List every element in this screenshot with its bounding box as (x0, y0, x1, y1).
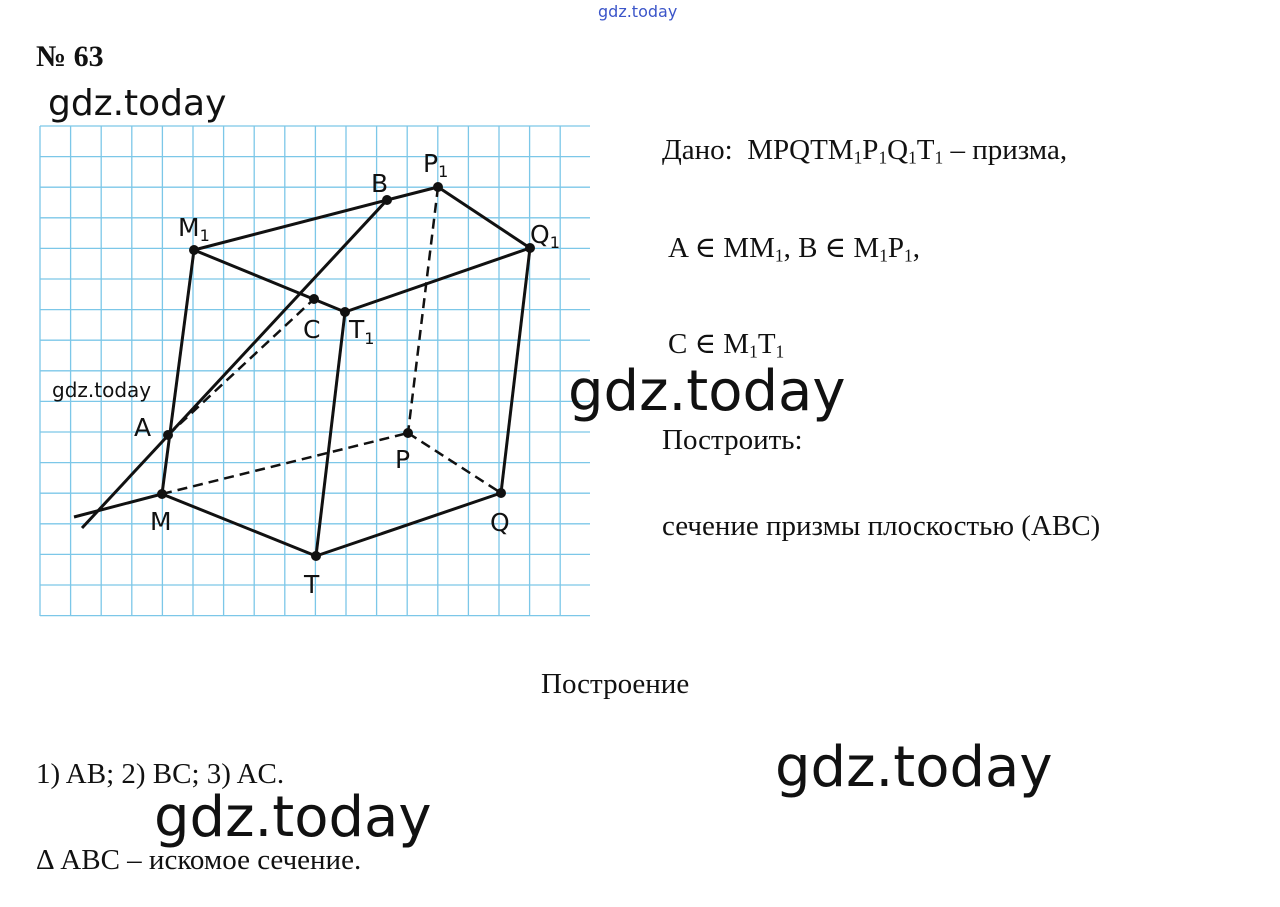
point-p (403, 428, 413, 438)
edge-m1-p1 (194, 200, 387, 250)
given-line-1: Дано: $MPQTM_1P_1Q_1T_1$ – призма, (662, 134, 1068, 168)
label-m: M (150, 507, 172, 536)
edge-t-q (316, 493, 501, 556)
segment-a-c (168, 299, 314, 435)
label-q: Q (490, 508, 510, 537)
line-through-a-b (82, 200, 387, 528)
point-t (311, 551, 321, 561)
label-p: P (395, 445, 411, 474)
point-m1 (189, 245, 199, 255)
watermark: gdz.today (154, 785, 432, 850)
label-m1: $M_1$ (178, 213, 210, 245)
label-t1: $T_1$ (349, 315, 375, 348)
watermark: gdz.today (775, 735, 1053, 800)
given-line-2: A ∈ $MM_1$, B ∈ $M_1P_1$, (668, 232, 920, 266)
given-line-3: C ∈ $M_1T_1$ (668, 328, 785, 362)
label-q1: $Q_1$ (530, 220, 560, 252)
watermark-top: gdz.today (598, 2, 678, 21)
construct-label: Построить: (662, 424, 803, 456)
edge-m1-t1 (194, 250, 345, 312)
label-c: C (303, 315, 321, 344)
edge-b-p1 (387, 187, 438, 200)
label-a: A (134, 413, 152, 442)
edge-t1-t (316, 312, 345, 556)
construction-steps: 1) AB; 2) BC; 3) AC. (36, 758, 285, 790)
label-t: T (304, 570, 320, 599)
watermark: gdz.today (52, 378, 152, 402)
grid (40, 126, 590, 616)
point-c (309, 294, 319, 304)
watermark: gdz.today (568, 359, 846, 424)
conclusion: Δ ABC – искомое сечение. (36, 844, 362, 876)
construct-text: сечение призмы плоскостью (ABC) (662, 510, 1101, 542)
watermark: gdz.today (48, 83, 227, 124)
point-p1 (433, 182, 443, 192)
point-m (157, 489, 167, 499)
line-extension-m (74, 494, 162, 517)
construction-heading: Построение (541, 668, 690, 700)
edge-m-t (162, 494, 316, 556)
point-q (496, 488, 506, 498)
solid-edges (74, 187, 530, 556)
label-p1: $P_1$ (423, 149, 449, 181)
label-b: B (371, 169, 389, 198)
edge-m1-m (162, 250, 194, 494)
task-number: № 63 (36, 40, 104, 73)
point-a (163, 430, 173, 440)
